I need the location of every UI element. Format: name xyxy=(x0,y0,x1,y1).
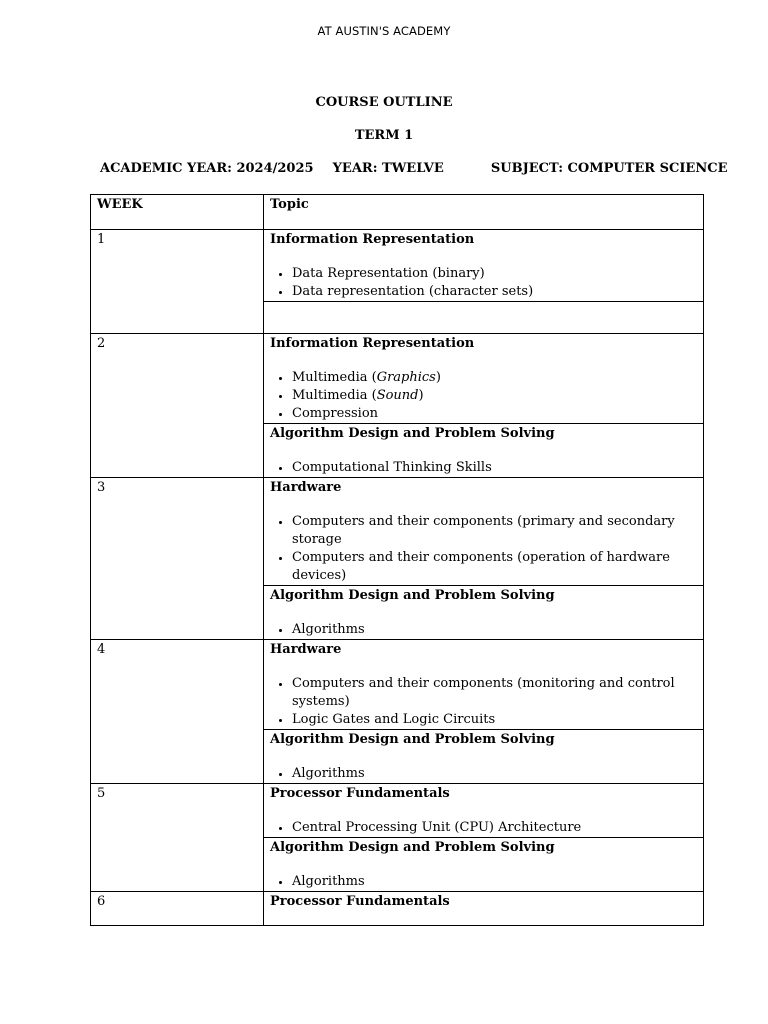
topic-list xyxy=(270,873,697,891)
topic-cell xyxy=(264,784,704,838)
topic-cell xyxy=(264,730,704,784)
topic-list xyxy=(270,765,697,783)
week-number: 1 xyxy=(91,230,264,334)
topic-cell-empty xyxy=(264,302,704,334)
topic-title: Processor Fundamentals xyxy=(270,786,450,801)
list-item: • Compression xyxy=(292,405,697,423)
course-outline-table xyxy=(90,194,704,926)
list-item: • Computers and their components (primary and secondary storage xyxy=(292,513,697,549)
academic-info-line xyxy=(100,161,728,176)
topic-title: Algorithm Design and Problem Solving xyxy=(270,426,555,441)
list-item: • Algorithms xyxy=(292,621,697,639)
list-item: • Multimedia (Sound) xyxy=(292,387,697,405)
topic-title: Information Representation xyxy=(270,232,475,247)
topic-list xyxy=(270,621,697,639)
list-item: • Data representation (character sets) xyxy=(292,283,697,301)
topic-list xyxy=(270,513,697,585)
topic-title: Processor Fundamentals xyxy=(270,894,450,909)
table-row xyxy=(91,640,704,730)
list-item: • Computational Thinking Skills xyxy=(292,459,697,477)
list-item: • Central Processing Unit (CPU) Architecture xyxy=(292,819,697,837)
topic-list xyxy=(270,265,697,301)
list-item: • Algorithms xyxy=(292,765,697,783)
topic-list xyxy=(270,459,697,477)
subject: SUBJECT: COMPUTER SCIENCE xyxy=(490,161,728,176)
week-number: 6 xyxy=(91,892,264,926)
list-item: • Logic Gates and Logic Circuits xyxy=(292,711,697,729)
topic-cell xyxy=(264,586,704,640)
topic-cell xyxy=(264,478,704,586)
topic-cell xyxy=(264,838,704,892)
year-level: YEAR: TWELVE xyxy=(332,161,444,176)
table-row xyxy=(91,892,704,926)
topic-list xyxy=(270,675,697,729)
list-item: • Algorithms xyxy=(292,873,697,891)
term-label: TERM 1 xyxy=(354,128,414,143)
table-header-row xyxy=(91,195,704,230)
week-number: 3 xyxy=(91,478,264,640)
list-item: • Computers and their components (monitoring and control systems) xyxy=(292,675,697,711)
list-item: • Data Representation (binary) xyxy=(292,265,697,283)
week-number: 2 xyxy=(91,334,264,478)
topic-title: Algorithm Design and Problem Solving xyxy=(270,840,555,855)
week-number: 4 xyxy=(91,640,264,784)
topic-cell xyxy=(264,640,704,730)
topic-column-header: Topic xyxy=(264,195,704,230)
topic-cell xyxy=(264,892,704,926)
page-header: AT AUSTIN'S ACADEMY xyxy=(317,24,451,38)
week-number: 5 xyxy=(91,784,264,892)
topic-title: Hardware xyxy=(270,642,342,657)
week-column-header: WEEK xyxy=(91,195,264,230)
topic-title: Hardware xyxy=(270,480,342,495)
table-row xyxy=(91,334,704,424)
topic-title: Information Representation xyxy=(270,336,475,351)
topic-list xyxy=(270,369,697,423)
topic-cell xyxy=(264,334,704,424)
topic-cell xyxy=(264,230,704,302)
topic-title: Algorithm Design and Problem Solving xyxy=(270,588,555,603)
document-title: COURSE OUTLINE xyxy=(315,95,453,110)
table-row xyxy=(91,478,704,586)
list-item: • Multimedia (Graphics) xyxy=(292,369,697,387)
table-row xyxy=(91,230,704,302)
academic-year: ACADEMIC YEAR: 2024/2025 xyxy=(100,161,314,176)
table-row xyxy=(91,784,704,838)
topic-title: Algorithm Design and Problem Solving xyxy=(270,732,555,747)
topic-list xyxy=(270,819,697,837)
list-item: • Computers and their components (operation of hardware devices) xyxy=(292,549,697,585)
topic-cell xyxy=(264,424,704,478)
